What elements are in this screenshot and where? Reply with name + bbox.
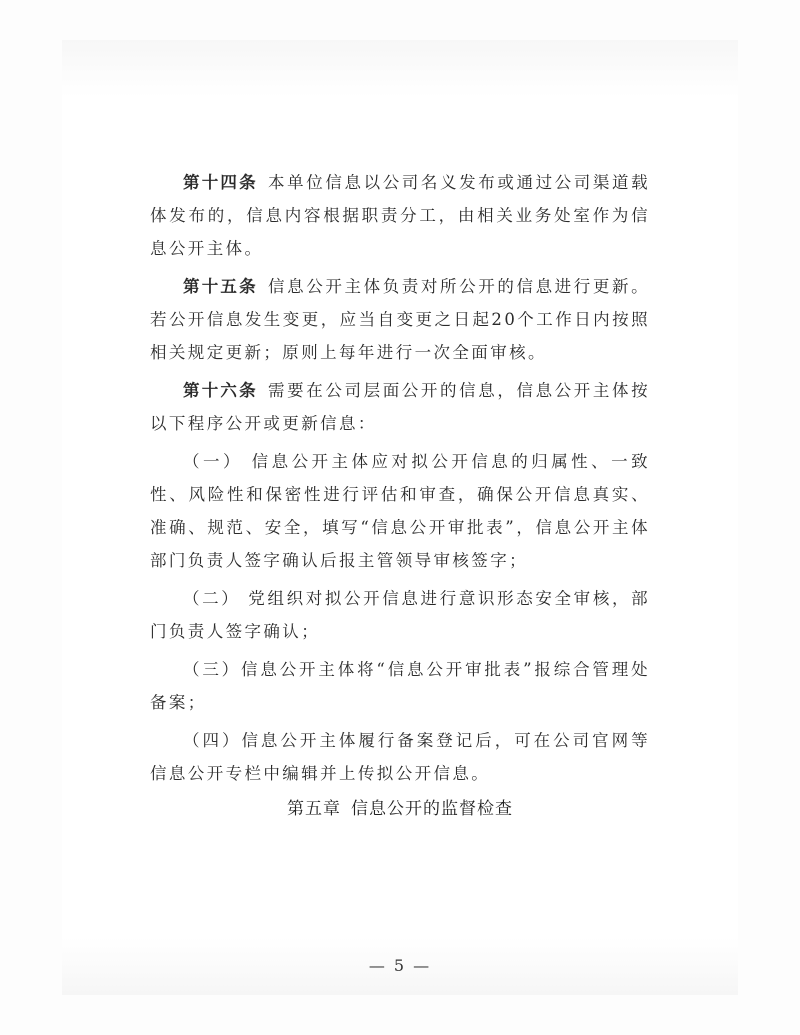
procedure-item-1 [150, 445, 650, 577]
procedure-item-2-text: （二） 党组织对拟公开信息进行意识形态安全审核，部门负责人签字确认； [150, 589, 650, 641]
article-14-label: 第十四条 [183, 173, 258, 192]
chapter-title: 信息公开的监督检查 [351, 799, 513, 819]
article-16-paragraph [150, 374, 650, 440]
article-16-label: 第十六条 [183, 381, 258, 400]
article-14-text: 本单位信息以公司名义发布或通过公司渠道载体发布的，信息内容根据职责分工，由相关业务处室作为信息公开主体。 [150, 173, 651, 258]
chapter-heading [0, 794, 800, 819]
procedure-item-2 [150, 582, 650, 648]
article-15-paragraph [150, 270, 650, 369]
page-number: — 5 — [368, 956, 432, 975]
chapter-number: 第五章 [287, 799, 341, 819]
article-16-text: 需要在公司层面公开的信息，信息公开主体按以下程序公开或更新信息： [150, 381, 651, 433]
procedure-item-4 [150, 724, 650, 790]
article-15-label: 第十五条 [183, 277, 258, 296]
article-15-text: 信息公开主体负责对所公开的信息进行更新。若公开信息发生变更，应当自变更之日起20个工作日内按照相关规定更新；原则上每年进行一次全面审核。 [150, 277, 651, 362]
document-body [150, 166, 650, 790]
procedure-item-3-text: （三）信息公开主体将“信息公开审批表”报综合管理处备案； [150, 660, 650, 712]
article-14-paragraph [150, 166, 650, 265]
procedure-item-4-text: （四）信息公开主体履行备案登记后，可在公司官网等信息公开专栏中编辑并上传拟公开信息。 [150, 731, 650, 783]
procedure-item-1-text: （一） 信息公开主体应对拟公开信息的归属性、一致性、风险性和保密性进行评估和审查，确保公开信息真实、准确、规范、安全，填写“信息公开审批表”，信息公开主体部门负责人签字确认后报主管领导审核签字； [150, 452, 650, 570]
procedure-item-3 [150, 653, 650, 719]
